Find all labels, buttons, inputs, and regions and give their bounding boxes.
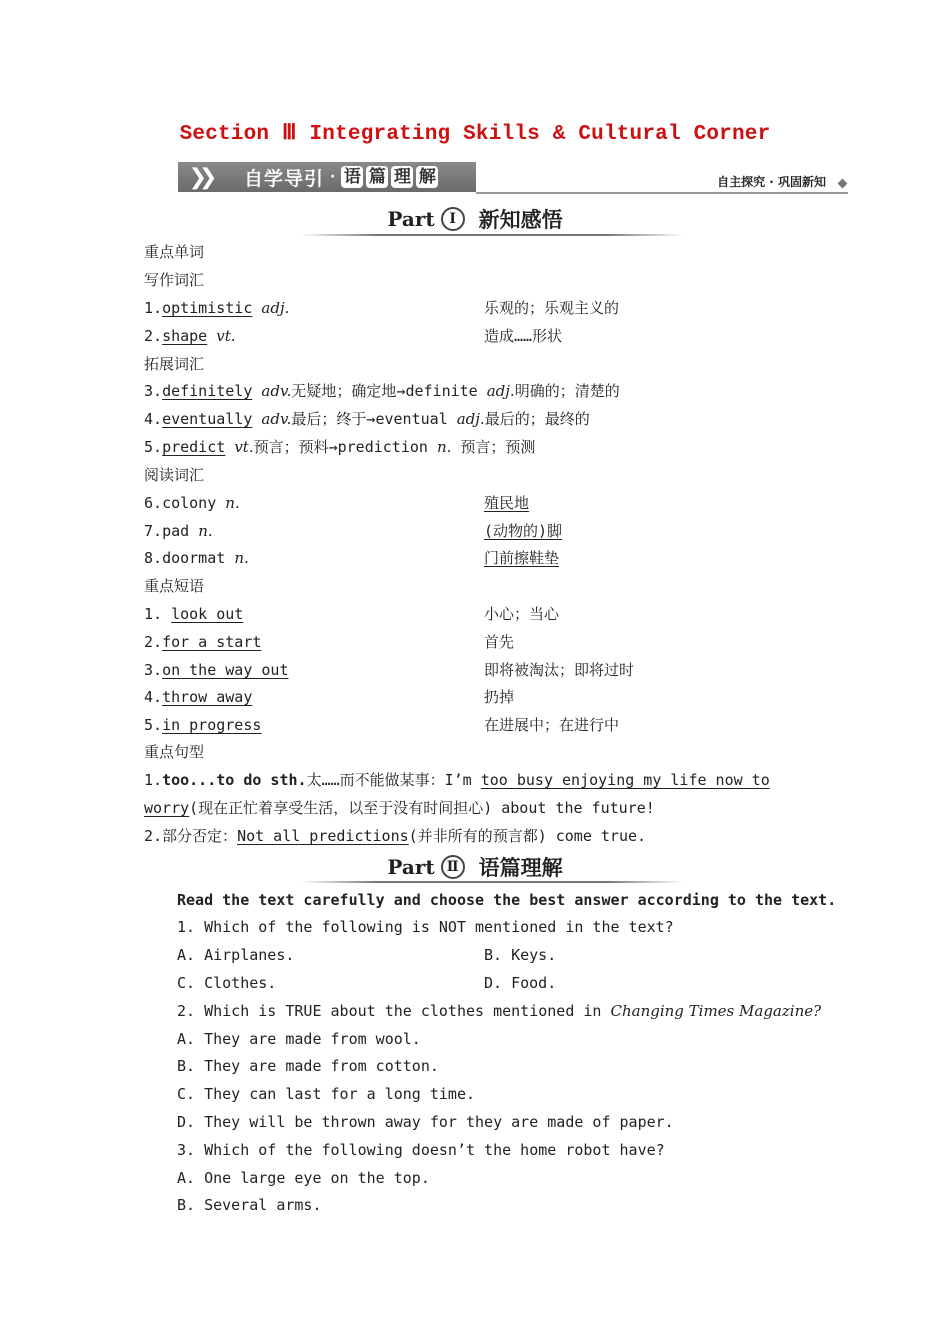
phrase-meaning: 首先 — [484, 633, 515, 651]
part-number-badge: Ⅰ — [441, 207, 465, 231]
vocab-item — [144, 380, 620, 402]
banner-char: 篇 — [366, 166, 388, 188]
phrase-item — [144, 686, 252, 708]
banner-rule — [476, 192, 848, 194]
item-number: 2. — [144, 327, 163, 345]
heading-extended-vocab: 拓展词汇 — [144, 355, 205, 373]
diamond-icon — [838, 179, 848, 189]
item-number: 1. — [144, 605, 172, 623]
part-word: Part — [387, 207, 435, 231]
item-number: 1. — [144, 299, 163, 317]
part-of-speech: adj. — [456, 410, 485, 428]
vocab-item — [144, 436, 535, 458]
item-number: 7. — [144, 522, 163, 540]
section-banner — [178, 160, 848, 194]
phrase-meaning: 即将被淘汰；即将过时 — [484, 661, 635, 679]
magazine-title: Changing Times Magazine? — [610, 1002, 822, 1020]
banner-label — [178, 162, 476, 192]
part-of-speech: n. — [436, 438, 452, 456]
vocab-derivation: 预言；预料→prediction — [253, 438, 437, 456]
phrase-item — [144, 714, 261, 736]
vocab-word: doormat — [162, 549, 226, 567]
item-number: 8. — [144, 549, 163, 567]
sentence-pattern — [144, 769, 770, 791]
phrase-text: look out — [171, 605, 244, 623]
sentence-translation: (并非所有的预言都) come true. — [408, 827, 647, 845]
chevron-right-icon: ❯❯ — [188, 164, 210, 190]
banner-dot: · — [330, 169, 336, 185]
answer-option: D. They will be thrown away for they are made of paper. — [177, 1113, 674, 1131]
answer-option: A. Airplanes. — [177, 946, 295, 964]
item-number: 1. — [144, 771, 163, 789]
item-number: 3. — [144, 661, 163, 679]
item-number: 6. — [144, 494, 163, 512]
sentence-answer: too busy enjoying my life now to — [480, 771, 770, 789]
part-of-speech: adj. — [486, 382, 515, 400]
question: 3. Which of the following doesn’t the home robot have? — [177, 1141, 665, 1159]
sentence-pattern — [144, 825, 646, 847]
vocab-meaning: 门前擦鞋垫 — [484, 549, 560, 567]
part-of-speech: n. — [198, 522, 213, 540]
sentence-answer: worry — [144, 799, 190, 817]
vocab-word: optimistic — [162, 299, 253, 317]
reading-instruction: Read the text carefully and choose the best answer according to the text. — [177, 891, 837, 909]
item-number: 5. — [144, 438, 163, 456]
vocab-meaning: 最后的；最终的 — [484, 410, 590, 428]
vocab-meaning: (动物的)脚 — [484, 522, 563, 540]
vocab-meaning: 乐观的；乐观主义的 — [484, 299, 620, 317]
phrase-text: for a start — [162, 633, 262, 651]
part-one-rule — [300, 234, 684, 236]
heading-reading-vocab: 阅读词汇 — [144, 466, 205, 484]
part-of-speech: adv. — [261, 382, 292, 400]
item-number: 4. — [144, 688, 163, 706]
vocab-meaning: 明确的；清楚的 — [514, 382, 620, 400]
phrase-meaning: 扔掉 — [484, 688, 515, 706]
part-of-speech: vt. — [234, 438, 254, 456]
answer-option: A. One large eye on the top. — [177, 1169, 430, 1187]
part-of-speech: n. — [234, 549, 249, 567]
question: 1. Which of the following is NOT mentioned in the text? — [177, 918, 674, 936]
part-of-speech: vt. — [216, 327, 236, 345]
part-two-rule — [300, 881, 684, 883]
banner-char: 理 — [391, 166, 413, 188]
vocab-word: predict — [162, 438, 226, 456]
answer-option: B. They are made from cotton. — [177, 1057, 439, 1075]
part-word: Part — [387, 855, 435, 879]
part-of-speech: adj. — [261, 299, 290, 317]
banner-char: 语 — [341, 166, 363, 188]
vocab-derivation: 无疑地；确定地→definite — [291, 382, 487, 400]
phrase-item — [144, 631, 261, 653]
sentence-explanation: 太……而不能做某事：I’m — [306, 771, 481, 789]
answer-option: A. They are made from wool. — [177, 1030, 421, 1048]
banner-self-study: 自学导引 — [244, 167, 325, 190]
vocab-word: pad — [162, 522, 190, 540]
vocab-item — [144, 408, 590, 430]
phrase-item — [144, 603, 243, 625]
part-title: 新知感悟 — [478, 208, 563, 232]
part-number-badge: Ⅱ — [441, 855, 465, 879]
vocab-meaning: 预言；预测 — [451, 438, 536, 456]
item-number: 5. — [144, 716, 163, 734]
answer-option: B. Several arms. — [177, 1196, 322, 1214]
part-of-speech: n. — [225, 494, 240, 512]
vocab-word: colony — [162, 494, 217, 512]
vocab-meaning: 造成……形状 — [484, 327, 563, 345]
heading-writing-vocab: 写作词汇 — [144, 271, 205, 289]
vocab-word: shape — [162, 327, 208, 345]
vocab-item — [144, 492, 240, 514]
vocab-item — [144, 520, 213, 542]
vocab-item — [144, 325, 236, 347]
heading-key-words: 重点单词 — [144, 243, 205, 261]
part-title: 语篇理解 — [478, 856, 563, 880]
sentence-answer: Not all predictions — [237, 827, 409, 845]
item-number: 3. — [144, 382, 163, 400]
item-number: 2. — [144, 633, 163, 651]
banner-subtitle: 自主探究 · 巩固新知 — [717, 175, 826, 189]
part-of-speech: adv. — [261, 410, 292, 428]
answer-option: C. Clothes. — [177, 974, 277, 992]
heading-key-phrases: 重点短语 — [144, 577, 205, 595]
answer-option: C. They can last for a long time. — [177, 1085, 476, 1103]
vocab-item — [144, 547, 249, 569]
vocab-word: eventually — [162, 410, 253, 428]
phrase-meaning: 在进展中；在进行中 — [484, 716, 620, 734]
question — [177, 1000, 821, 1022]
phrase-text: throw away — [162, 688, 253, 706]
item-number: 4. — [144, 410, 163, 428]
vocab-item — [144, 297, 289, 319]
question-text: 2. Which is TRUE about the clothes mentioned in — [177, 1002, 611, 1020]
vocab-word: definitely — [162, 382, 253, 400]
sentence-translation: (现在正忙着享受生活，以至于没有时间担心) about the future! — [189, 799, 655, 817]
heading-key-sentences: 重点句型 — [144, 743, 205, 761]
part-one-header — [0, 204, 950, 238]
sentence-label: 2.部分否定： — [144, 827, 238, 845]
phrase-item — [144, 659, 289, 681]
sentence-pattern-cont — [144, 797, 655, 819]
answer-option: D. Food. — [484, 974, 557, 992]
phrase-text: in progress — [162, 716, 262, 734]
banner-char: 解 — [416, 166, 438, 188]
phrase-text: on the way out — [162, 661, 289, 679]
vocab-derivation: 最后；终于→eventual — [291, 410, 457, 428]
answer-option: B. Keys. — [484, 946, 557, 964]
sentence-structure: too...to do sth. — [162, 771, 307, 789]
vocab-meaning: 殖民地 — [484, 494, 530, 512]
section-title: Section Ⅲ Integrating Skills & Cultural Corner — [179, 123, 771, 146]
phrase-meaning: 小心；当心 — [484, 605, 560, 623]
